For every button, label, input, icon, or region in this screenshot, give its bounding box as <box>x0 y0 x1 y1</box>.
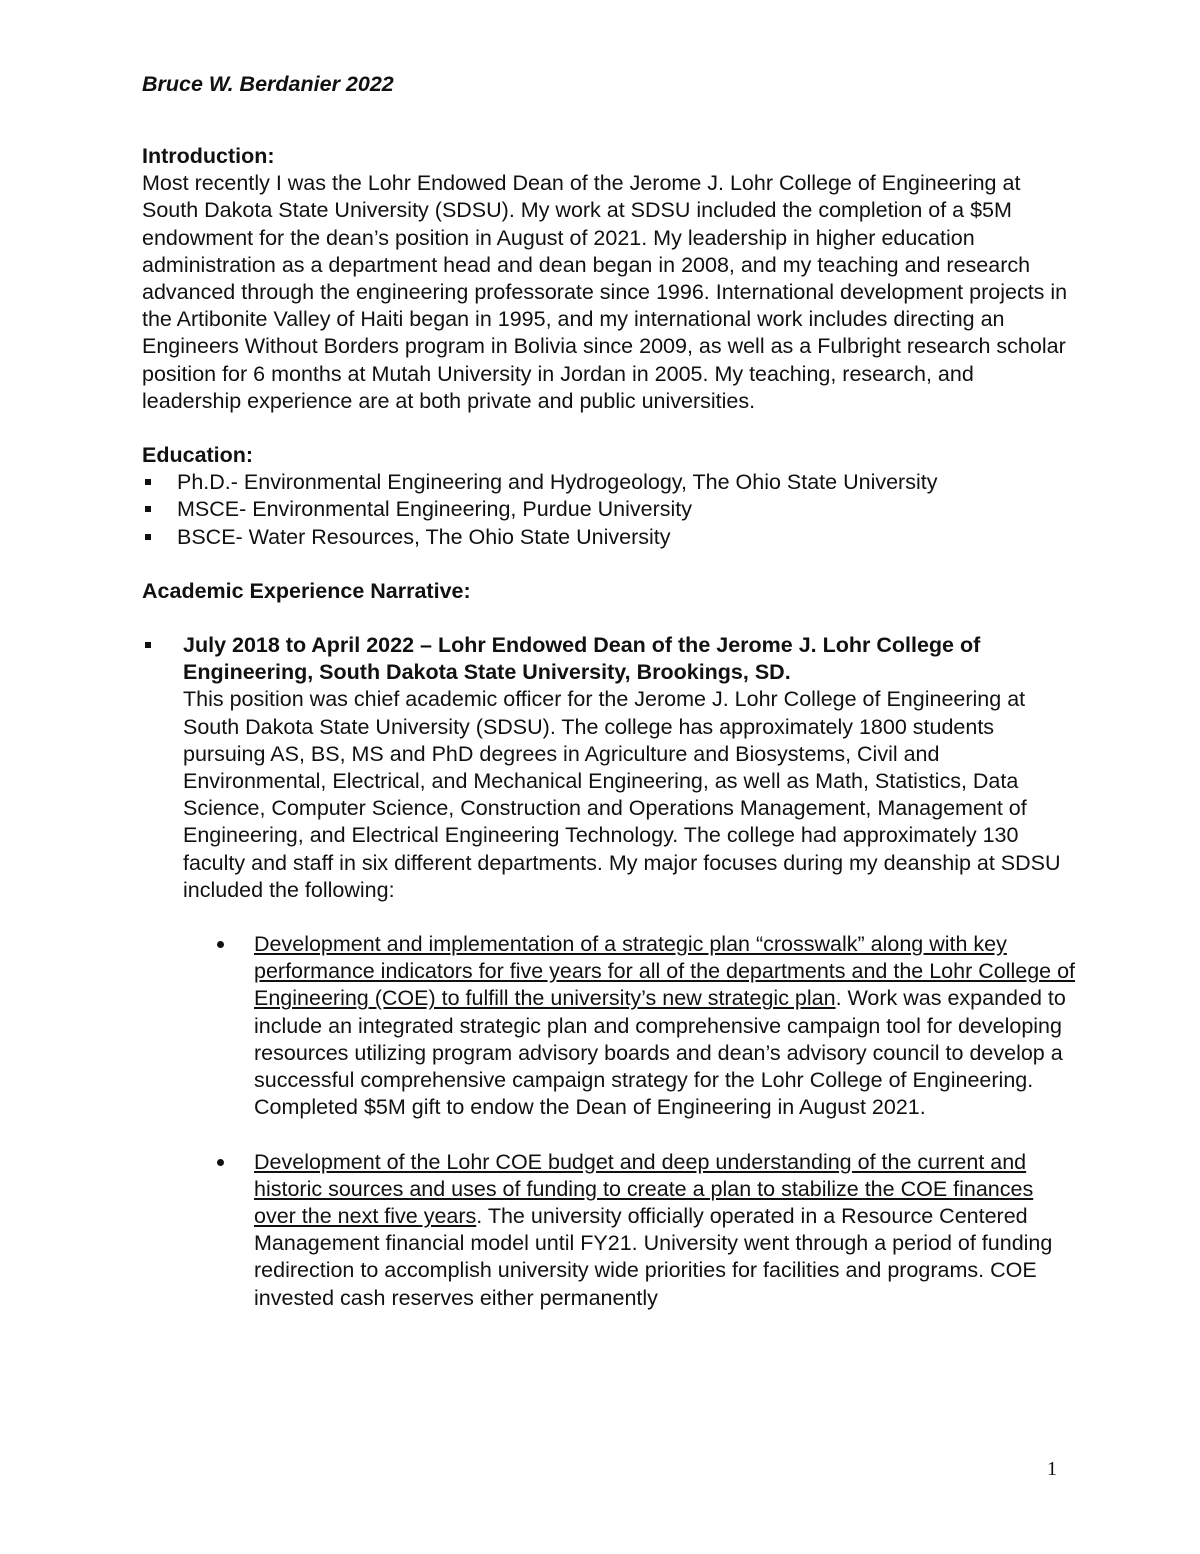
focus-item <box>254 1149 1077 1312</box>
focus-item <box>254 931 1077 1121</box>
education-list <box>142 469 1077 551</box>
education-item: MSCE- Environmental Engineering, Purdue University <box>142 496 1077 523</box>
page-number: 1 <box>1047 1458 1057 1480</box>
focus-list <box>183 931 1077 1312</box>
document-body <box>142 143 1077 1339</box>
bullet-square-icon <box>145 479 151 485</box>
introduction-heading: Introduction: <box>142 144 275 168</box>
document-title: Bruce W. Berdanier 2022 <box>142 72 394 96</box>
focus-text: . The university officially operated in a Resource Centered Management financial model until FY21. University went through a period of funding redirection to accomplish university wide priorities for facilities and programs. COE invested cash reserves either permanently <box>254 1203 1053 1310</box>
job-title: July 2018 to April 2022 – Lohr Endowed Dean of the Jerome J. Lohr College of Engineering, South Dakota State University, Brookings, SD. <box>183 633 981 685</box>
experience-entry <box>142 632 1077 1312</box>
education-item: BSCE- Water Resources, The Ohio State University <box>142 524 1077 551</box>
job-description: This position was chief academic officer for the Jerome J. Lohr College of Engineering at South Dakota State University (SDSU). The college has approximately 1800 students pursuing AS, BS, MS and PhD degrees in Agriculture and Biosystems, Civil and Environmental, Electrical, and Mechanical Engineering, as well as Math, Statistics, Data Science, Computer Science, Construction and Operations Management, Management of Engineering, and Electrical Engineering Technology. The college had approximately 130 faculty and staff in six different departments. My major focuses during my deanship at SDSU included the following: <box>183 687 1061 902</box>
bullet-square-icon <box>145 506 151 512</box>
focus-underlined-text: Development of the Lohr COE budget and deep understanding of the current and historic sources and uses of funding to create a plan to stabilize the COE finances over the next five years <box>254 1149 1034 1228</box>
bullet-dot-icon <box>217 1159 224 1166</box>
education-heading: Education: <box>142 443 254 468</box>
bullet-square-icon <box>145 534 151 540</box>
experience-heading: Academic Experience Narrative: <box>142 578 471 603</box>
focus-underlined-text: Development and implementation of a strategic plan “crosswalk” along with key performance indicators for five years for all of the departments and the Lohr College of Engineering (COE) to fulfill the university’s new strategic plan <box>254 932 1076 1011</box>
bullet-square-icon <box>145 642 151 648</box>
focus-text: . Work was expanded to include an integrated strategic plan and comprehensive campaign tool for developing resources utilizing program advisory boards and dean’s advisory council to develop a successful comprehensive campaign strategy for the Lohr College of Engineering. Completed $5M gift to endow the Dean of Engineering in August 2021. <box>254 986 1066 1120</box>
education-item: Ph.D.- Environmental Engineering and Hydrogeology, The Ohio State University <box>142 469 1077 496</box>
introduction-text: Most recently I was the Lohr Endowed Dean of the Jerome J. Lohr College of Engineering at South Dakota State University (SDSU). My work at SDSU included the completion of a $5M endowment for the dean’s position in August of 2021. My leadership in higher education administration as a department head and dean began in 2008, and my teaching and research advanced through the engineering professorate since 1996. International development projects in the Artibonite Valley of Haiti began in 1995, and my international work includes directing an Engineers Without Borders program in Bolivia since 2009, as well as a Fulbright research scholar position for 6 months at Mutah University in Jordan in 2005. My teaching, research, and leadership experience are at both private and public universities. <box>142 171 1068 413</box>
bullet-dot-icon <box>217 941 224 948</box>
